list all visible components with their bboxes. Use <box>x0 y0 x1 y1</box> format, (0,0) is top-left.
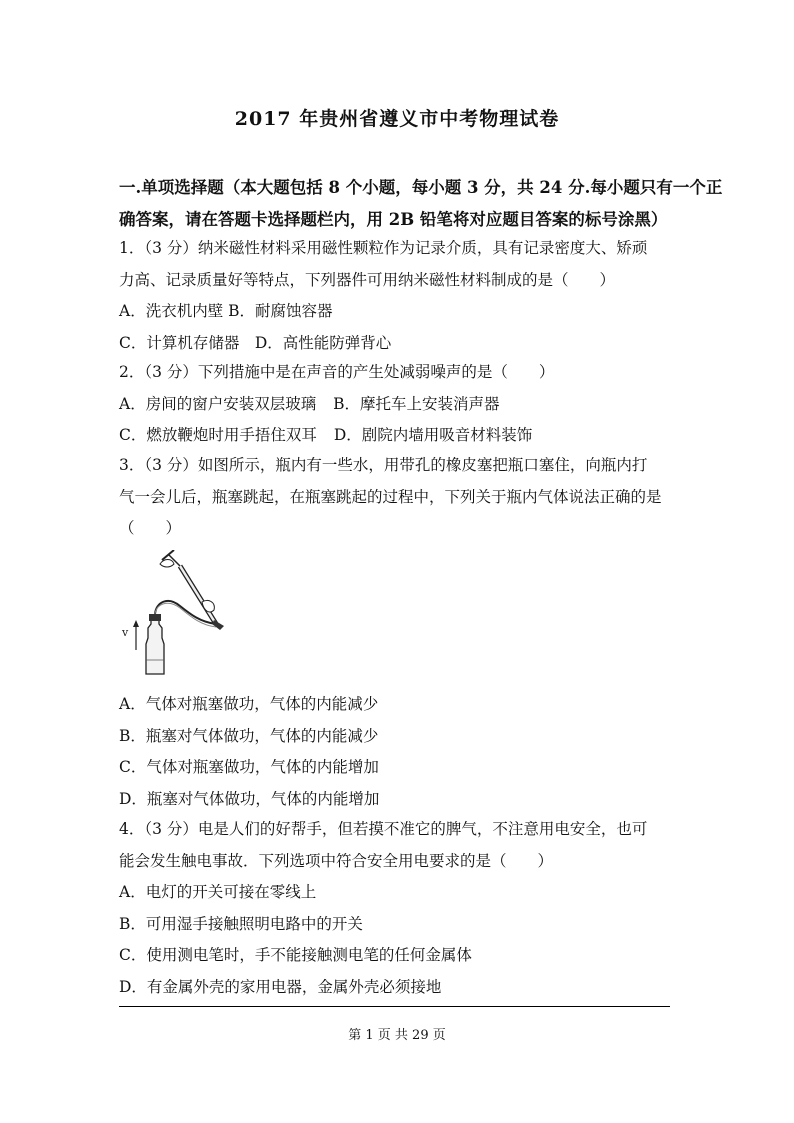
options-cd <box>119 420 679 452</box>
option-b: B．摩托车上安装消声器 <box>333 394 500 413</box>
option-c: C．使用测电笔时，手不能接触测电笔的任何金属体 <box>119 946 472 964</box>
velocity-label: v <box>122 626 129 639</box>
bottle-pump-figure <box>118 550 228 678</box>
question-stem: 1．（3 分）纳米磁性材料采用磁性颗粒作为记录介质，具有记录密度大、矫顽 <box>119 239 648 257</box>
option-a: A．房间的窗户安装双层玻璃 <box>119 394 317 413</box>
section-header-line: 确答案，请在答题卡选择题栏内，用 2B 铅笔将对应题目答案的标号涂黑） <box>119 209 668 229</box>
section-header <box>119 172 723 235</box>
option-a: A．气体对瓶塞做功，气体的内能减少 <box>119 695 379 713</box>
option-d: D．剧院内墙用吸音材料装饰 <box>333 426 533 444</box>
question-4 <box>119 814 679 1003</box>
option-c: C．气体对瓶塞做功，气体的内能增加 <box>119 758 379 776</box>
question-3 <box>119 450 679 545</box>
question-stem: 能会发生触电事故．下列选项中符合安全用电要求的是（ ） <box>119 851 554 870</box>
question-3-options <box>119 689 679 815</box>
option-b: B．瓶塞对气体做功，气体的内能减少 <box>119 726 379 745</box>
option-a: A．电灯的开关可接在零线上 <box>119 883 317 901</box>
footer-divider <box>119 1006 670 1007</box>
option-b: B．可用湿手接触照明电路中的开关 <box>119 914 363 933</box>
option-c: C．燃放鞭炮时用手捂住双耳 <box>119 426 317 444</box>
options-ab <box>119 389 679 421</box>
question-stem: 3．（3 分）如图所示，瓶内有一些水，用带孔的橡皮塞把瓶口塞住，向瓶内打 <box>119 456 648 474</box>
options-cd: C．计算机存储器 D．高性能防弹背心 <box>119 333 392 352</box>
options-ab: A．洗衣机内壁 B．耐腐蚀容器 <box>119 302 333 320</box>
page-title: 2017 年贵州省遵义市中考物理试卷 <box>234 108 560 130</box>
page-footer: 第 1 页 共 29 页 <box>348 1028 446 1043</box>
section-header-line: 一.单项选择题（本大题包括 8 个小题，每小题 3 分，共 24 分.每小题只有一个正 <box>119 178 723 197</box>
question-stem: 力高、记录质量好等特点，下列器件可用纳米磁性材料制成的是（ ） <box>119 270 616 289</box>
option-d: D．瓶塞对气体做功，气体的内能增加 <box>119 789 380 808</box>
question-stem: （ ） <box>119 519 182 537</box>
question-stem: 4．（3 分）电是人们的好帮手，但若摸不准它的脾气，不注意用电安全，也可 <box>119 820 648 838</box>
question-stem: 2．（3 分）下列措施中是在声音的产生处减弱噪声的是（ ） <box>119 363 555 381</box>
question-1 <box>119 233 679 359</box>
question-stem: 气一会儿后，瓶塞跳起，在瓶塞跳起的过程中，下列关于瓶内气体说法正确的是 <box>119 487 662 506</box>
option-d: D．有金属外壳的家用电器，金属外壳必须接地 <box>119 977 442 996</box>
question-2 <box>119 357 679 452</box>
